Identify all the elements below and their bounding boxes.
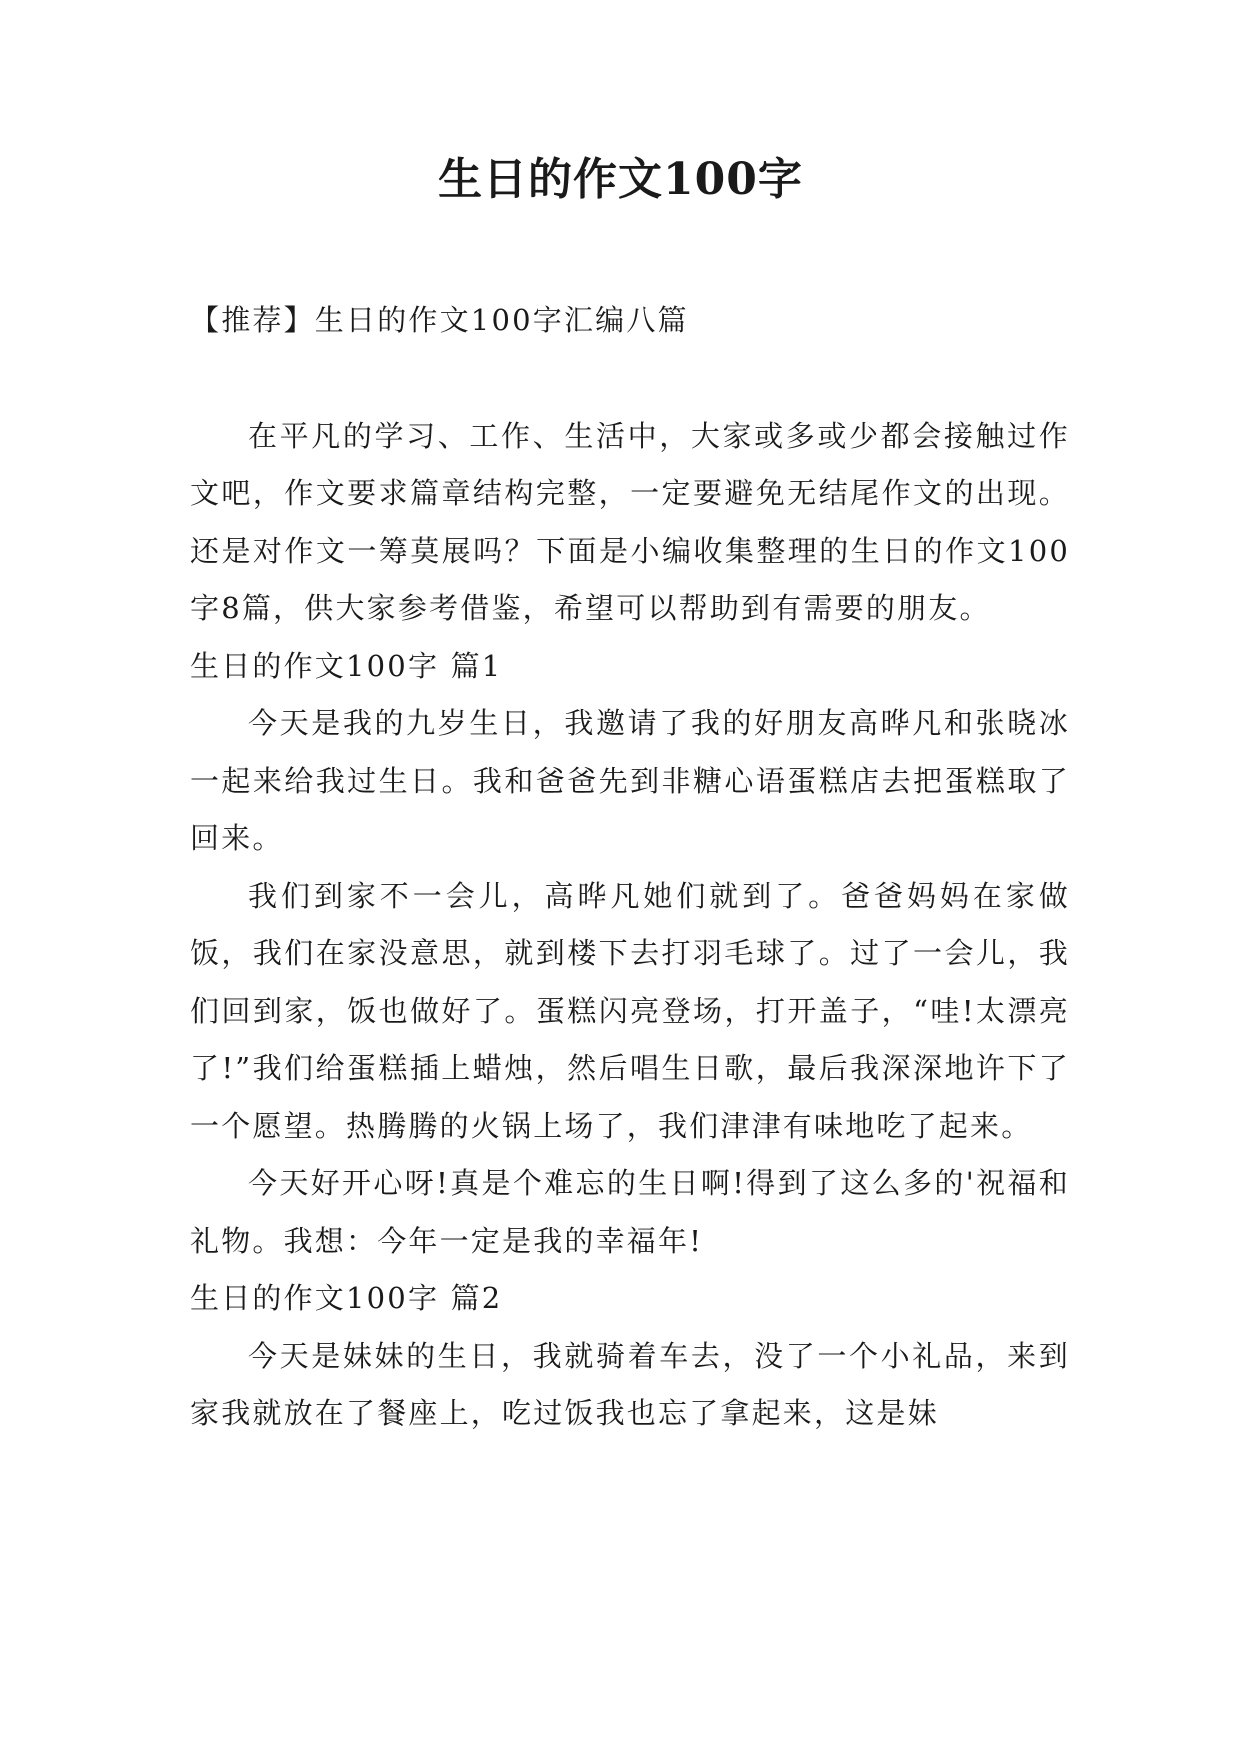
- document-subtitle: 【推荐】生日的作文100字汇编八篇: [190, 303, 689, 337]
- section-heading-1: 生日的作文100字 篇1: [190, 648, 503, 683]
- section-2-paragraph-1: 今天是妹妹的生日，我就骑着车去，没了一个小礼品，来到家我就放在了餐座上，吃过饭我也忘了拿起来，这是妹: [190, 1338, 1070, 1430]
- section-1-paragraph-3: 今天好开心呀!真是个难忘的生日啊!得到了这么多的'祝福和礼物。我想：今年一定是我的幸福年!: [190, 1166, 1070, 1258]
- section-1-paragraph-1: 今天是我的九岁生日，我邀请了我的好朋友高晔凡和张晓冰一起来给我过生日。我和爸爸先到非糖心语蛋糕店去把蛋糕取了回来。: [190, 706, 1070, 855]
- section-1-paragraph-2: 我们到家不一会儿，高晔凡她们就到了。爸爸妈妈在家做饭，我们在家没意思，就到楼下去打羽毛球了。过了一会儿，我们回到家，饭也做好了。蛋糕闪亮登场，打开盖子，“哇!太漂亮了!”我们给蛋糕插上蜡烛，然后唱生日歌，最后我深深地许下了一个愿望。热腾腾的火锅上场了，我们津津有味地吃了起来。: [190, 878, 1070, 1143]
- document-body: [190, 292, 1070, 1443]
- intro-paragraph: 在平凡的学习、工作、生活中，大家或多或少都会接触过作文吧，作文要求篇章结构完整，一定要避免无结尾作文的出现。还是对作文一筹莫展吗？下面是小编收集整理的生日的作文100字8篇，供大家参考借鉴，希望可以帮助到有需要的朋友。: [190, 418, 1070, 625]
- document-title: 生日的作文100字: [438, 154, 803, 205]
- section-heading-2: 生日的作文100字 篇2: [190, 1281, 503, 1315]
